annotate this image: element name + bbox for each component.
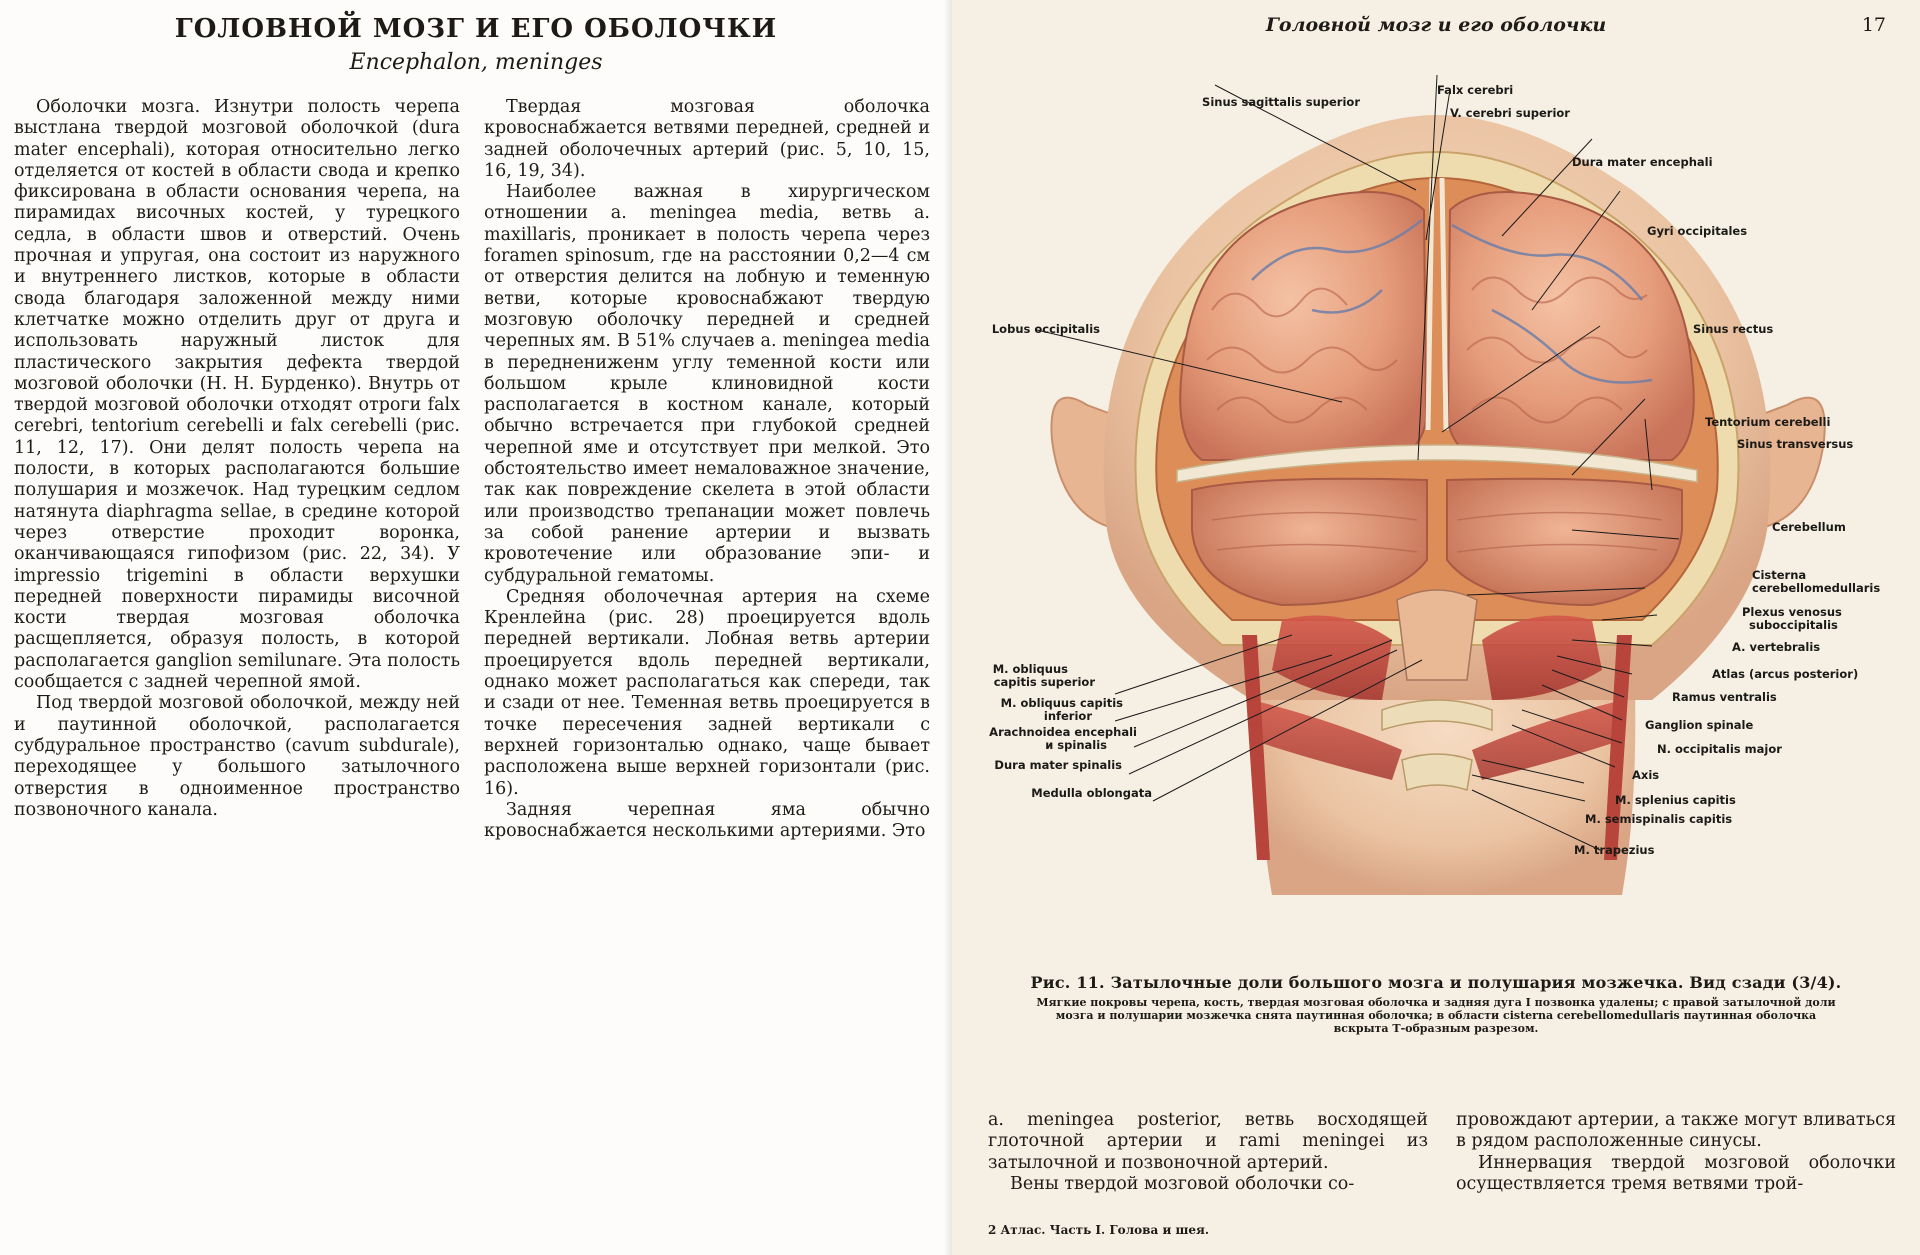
label-m-splenius-capitis: M. splenius capitis [1615,793,1736,807]
label-tentorium-cerebelli: Tentorium cerebelli [1705,415,1831,429]
paragraph: Оболочки мозга. Изнутри полость черепа выстлана твердой мозговой оболочкой (dura mater encephali), которая относительно легко отделяется от костей в области свода и крепко фиксирована в области основания черепа, на пирамидах височных костей, у турецкого седла, в области швов и отверстий. Очень прочная и упругая, она состоит из наружного и внутреннего листков, которые в области свода благодаря заложенной между ними клетчатке можно отделить друг от друга и использовать наружный листок для пластического закрытия дефекта твердой мозговой оболочки (Н. Н. Бурденко). Внутрь от твердой мозговой оболочки отходят отроги falx cerebri, tentorium cerebelli и falx cerebelli (рис. 11, 12, 17). Они делят полость черепа на полости, в которых располагаются большие полушария и мозжечок. Над турецким седлом натянута diaphragma sellae, в средине которой через отверстие проходит воронка, оканчивающаяся гипофизом (рис. 22, 34). У impressio trigemini в области верхушки передней поверхности пирамиды височной кости твердая мозговая оболочка расщепляется, образуя полость, в которой располагается ganglion semilunare. Эта полость сообщается с задней черепной ямой. [14,97,460,693]
left-page [0,0,952,1255]
label-ganglion-spinale: Ganglion spinale [1645,718,1754,732]
label-arachnoidea-encephali: Arachnoidea encephali [989,725,1137,739]
paragraph: Средняя оболочечная артерия на схеме Кренлейна (рис. 28) проецируется вдоль передней вертикали. Лобная ветвь артерии проецируется вдоль передней вертикали, однако может располагаться как спереди, так и сзади от нее. Теменная ветвь проецируется в точке пересечения задней вертикали с верхней горизонталью однако, чаще бывает расположена выше верхней горизонтали (рис. 16). [484,586,930,799]
label-sinus-sagittalis-superior: Sinus sagittalis superior [1202,95,1360,109]
paragraph: a. meningea posterior, ветвь восходящей глоточной артерии и rami meningei из затылочной и позвоночной артерий. [988,1110,1428,1173]
label-plexus-venosus-line2: suboccipitalis [1749,618,1838,632]
left-text-column-1 [14,97,460,821]
label-cisterna: Cisterna [1752,568,1807,582]
paragraph: Под твердой мозговой оболочкой, между ней и паутинной оболочкой, располагается субдуральное пространство (cavum subdurale), переходящее у большого затылочного отверстия в одноименное пространство позвоночного канала. [14,693,460,820]
page-number: 17 [1861,14,1886,36]
running-head: Головной мозг и его оболочки [1265,14,1607,36]
paragraph: провождают артерии, а также могут вливаться в рядом расположенные синусы. [1456,1110,1896,1152]
label-a-vertebralis: A. vertebralis [1732,640,1821,654]
paragraph: Иннервация твердой мозговой оболочки осуществляется тремя ветвями трой- [1456,1152,1896,1194]
label-m-obliquus-capitis-superior-line2: capitis superior [993,675,1095,689]
label-arachnoidea-line2: и spinalis [1045,738,1107,752]
label-plexus-venosus: Plexus venosus [1742,605,1842,619]
label-v-cerebri-superior: V. cerebri superior [1450,106,1570,120]
label-cerebellum: Cerebellum [1772,520,1846,534]
label-dura-mater-encephali: Dura mater encephali [1572,155,1713,169]
anatomical-figure [952,60,1920,960]
label-gyri-occipitales: Gyri occipitales [1647,224,1748,238]
paragraph: Вены твердой мозговой оболочки со- [1010,1173,1355,1194]
chapter-title: ГОЛОВНОЙ МОЗГ И ЕГО ОБОЛОЧКИ [174,14,778,44]
label-lobus-occipitalis: Lobus occipitalis [991,322,1100,336]
label-m-trapezius: M. trapezius [1574,843,1655,857]
left-cerebellum [1192,479,1427,605]
paragraph: Наиболее важная в хирургическом отношении a. meningea media, ветвь a. maxillaris, проникает в полость черепа через foramen spinosum, где на расстоянии 0,2—4 см от отверстия делится на лобную и теменную ветви, которые кровоснабжают твердую мозговую оболочку передней и средней черепных ям. В 51% случаев a. meningea media в переднениженм углу теменной кости или большом крыле клиновидной кости располагается в костном канале, который обычно встречается при глубокой средней черепной яме и отсутствует при мелкой. Это обстоятельство имеет немаловажное значение, так как повреждение скелета в этой области или производство трепанации может повлечь за собой ранение артерии и вызвать кровотечение или образование эпи- и субдуральной гематомы. [484,182,930,586]
paragraph: Задняя черепная яма обычно кровоснабжается несколькими артериями. Это [484,799,930,842]
label-m-obliquus-capitis-inferior-line2: inferior [1043,709,1092,723]
label-m-obliquus-capitis-inferior: M. obliquus capitis [1000,696,1123,710]
left-text-column-2 [484,97,930,842]
label-falx-cerebri: Falx cerebri [1437,83,1514,97]
right-text-column-1 [988,1110,1428,1195]
label-ramus-ventralis: Ramus ventralis [1672,690,1777,704]
chapter-subtitle: Encephalon, meninges [349,50,603,75]
label-m-obliquus-capitis-superior: M. obliquus [992,662,1068,676]
right-cerebellum [1447,479,1682,605]
label-medulla-oblongata: Medulla oblongata [1031,786,1152,800]
label-n-occipitalis-major: N. occipitalis major [1657,742,1782,756]
label-atlas: Atlas (arcus posterior) [1712,667,1859,681]
label-axis: Axis [1632,768,1660,782]
label-cisterna-line2: cerebellomedullaris [1752,581,1881,595]
label-sinus-rectus: Sinus rectus [1693,322,1774,336]
label-m-semispinalis-capitis: M. semispinalis capitis [1585,812,1733,826]
paragraph: Твердая мозговая оболочка кровоснабжается ветвями передней, средней и задней оболочечных артерий (рис. 5, 10, 15, 16, 19, 34). [484,97,930,181]
page-footer: 2 Атлас. Часть I. Голова и шея. [988,1223,1210,1237]
figure-caption-note: Мягкие покровы черепа, кость, твердая мозговая оболочка и задняя дуга I позвонка удалены; с правой затылочной доли мозга и полушарии мозжечка снята паутинная оболочка; в области cisterna cerebellomedullaris паутинная оболочка вскрыта Т-образным разрезом. [1036,996,1836,1035]
right-text-column-2 [1456,1110,1896,1195]
figure-caption: Рис. 11. Затылочные доли большого мозга и полушария мозжечка. Вид сзади (3/4). [1030,973,1842,992]
axis [1402,754,1472,790]
label-dura-mater-spinalis: Dura mater spinalis [994,758,1122,772]
right-page [952,0,1920,1255]
label-sinus-transversus: Sinus transversus [1737,437,1854,451]
